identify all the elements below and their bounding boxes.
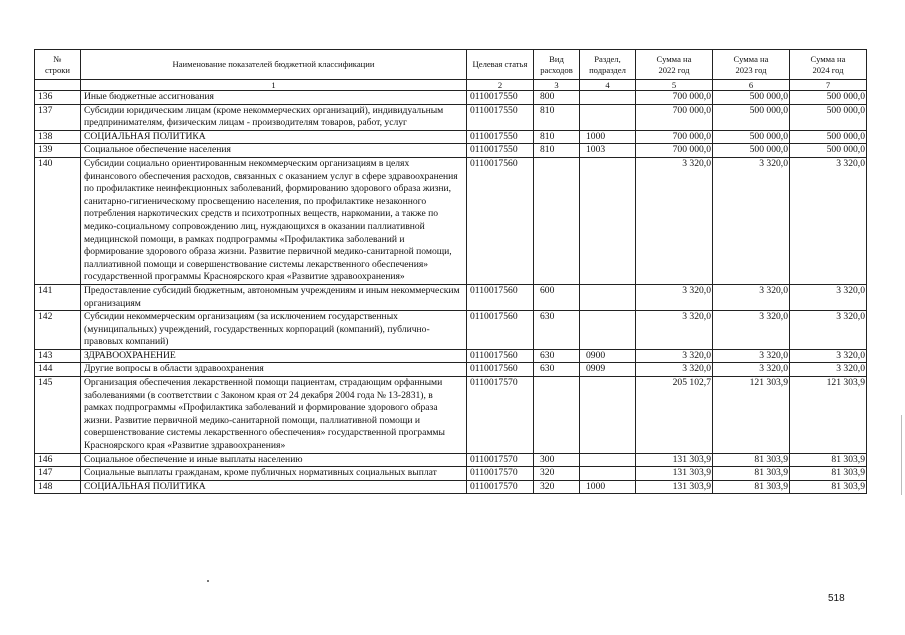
- row-sum-2022: 3 320,0: [636, 157, 713, 284]
- row-sum-2023: 500 000,0: [713, 130, 790, 144]
- row-sum-2023: 3 320,0: [713, 157, 790, 284]
- row-section: [580, 91, 636, 105]
- header-target-article: Целевая статья: [467, 50, 534, 80]
- column-number: 3: [534, 80, 580, 91]
- row-target-article: 0110017560: [467, 363, 534, 377]
- row-section: 0909: [580, 363, 636, 377]
- row-number: 145: [35, 377, 81, 454]
- row-target-article: 0110017570: [467, 377, 534, 454]
- row-sum-2022: 131 303,9: [636, 453, 713, 467]
- row-target-article: 0110017560: [467, 157, 534, 284]
- row-sum-2022: 131 303,9: [636, 467, 713, 481]
- row-sum-2024: 3 320,0: [790, 284, 867, 310]
- row-section: [580, 104, 636, 130]
- row-sum-2023: 81 303,9: [713, 467, 790, 481]
- row-name: Иные бюджетные ассигнования: [81, 91, 467, 105]
- table-row: [35, 284, 867, 310]
- row-number: 139: [35, 144, 81, 158]
- column-number: 6: [713, 80, 790, 91]
- budget-table: [34, 49, 867, 494]
- column-number: 1: [81, 80, 467, 91]
- row-sum-2024: 81 303,9: [790, 453, 867, 467]
- row-expense-type: 810: [534, 144, 580, 158]
- table-row: [35, 349, 867, 363]
- row-sum-2024: 3 320,0: [790, 349, 867, 363]
- row-number: 147: [35, 467, 81, 481]
- row-sum-2022: 3 320,0: [636, 363, 713, 377]
- row-sum-2022: 205 102,7: [636, 377, 713, 454]
- row-number: 148: [35, 480, 81, 494]
- row-sum-2023: 500 000,0: [713, 144, 790, 158]
- row-section: [580, 377, 636, 454]
- row-expense-type: [534, 157, 580, 284]
- row-name: Другие вопросы в области здравоохранения: [81, 363, 467, 377]
- row-sum-2022: 131 303,9: [636, 480, 713, 494]
- row-sum-2024: 500 000,0: [790, 130, 867, 144]
- row-expense-type: 810: [534, 104, 580, 130]
- row-name: Организация обеспечения лекарственной помощи пациентам, страдающим орфанными заболеваниями (в соответствии с Законом края от 24 декабря 2004 года № 13-2831), в рамках подпрограммы «Профилактика заболеваний и формирование здорового образа жизни. Развитие первичной медико-санитарной помощи, паллиативной помощи и совершенствование системы лекарственного обеспечения» государственной программы Красноярского края «Развитие здравоохранения»: [81, 377, 467, 454]
- row-target-article: 0110017550: [467, 104, 534, 130]
- row-sum-2022: 700 000,0: [636, 104, 713, 130]
- row-target-article: 0110017570: [467, 467, 534, 481]
- row-expense-type: 630: [534, 311, 580, 350]
- row-name: Социальное обеспечение и иные выплаты населению: [81, 453, 467, 467]
- row-section: [580, 467, 636, 481]
- row-target-article: 0110017550: [467, 144, 534, 158]
- table-row: [35, 157, 867, 284]
- table-row: [35, 363, 867, 377]
- row-sum-2024: 81 303,9: [790, 467, 867, 481]
- row-sum-2024: 3 320,0: [790, 363, 867, 377]
- header-name: Наименование показателей бюджетной классификации: [81, 50, 467, 80]
- scan-edge-mark: [901, 415, 902, 495]
- row-expense-type: 320: [534, 480, 580, 494]
- row-sum-2022: 700 000,0: [636, 130, 713, 144]
- row-name: ЗДРАВООХРАНЕНИЕ: [81, 349, 467, 363]
- column-number: 7: [790, 80, 867, 91]
- table-row: [35, 104, 867, 130]
- column-number: 4: [580, 80, 636, 91]
- row-sum-2023: 500 000,0: [713, 91, 790, 105]
- row-name: Субсидии некоммерческим организациям (за исключением государственных (муниципальных) учреждений, государственных корпораций (компаний), публично-правовых компаний): [81, 311, 467, 350]
- row-number: 138: [35, 130, 81, 144]
- header-section: Раздел, подраздел: [580, 50, 636, 80]
- row-sum-2023: 3 320,0: [713, 349, 790, 363]
- row-expense-type: 320: [534, 467, 580, 481]
- row-target-article: 0110017560: [467, 284, 534, 310]
- row-sum-2024: 500 000,0: [790, 144, 867, 158]
- header-row-number: № строки: [35, 50, 81, 80]
- row-sum-2022: 3 320,0: [636, 284, 713, 310]
- row-name: СОЦИАЛЬНАЯ ПОЛИТИКА: [81, 130, 467, 144]
- table-row: [35, 311, 867, 350]
- row-expense-type: 630: [534, 363, 580, 377]
- row-number: 141: [35, 284, 81, 310]
- row-sum-2024: 121 303,9: [790, 377, 867, 454]
- scan-speck: [207, 580, 209, 582]
- row-name: Предоставление субсидий бюджетным, автономным учреждениям и иным некоммерческим организациям: [81, 284, 467, 310]
- row-sum-2022: 700 000,0: [636, 91, 713, 105]
- row-name: СОЦИАЛЬНАЯ ПОЛИТИКА: [81, 480, 467, 494]
- row-name: Субсидии юридическим лицам (кроме некоммерческих организаций), индивидуальным предпринимателям, физическим лицам - производителям товаров, работ, услуг: [81, 104, 467, 130]
- row-section: [580, 311, 636, 350]
- row-sum-2023: 3 320,0: [713, 284, 790, 310]
- row-name: Социальное обеспечение населения: [81, 144, 467, 158]
- row-sum-2023: 121 303,9: [713, 377, 790, 454]
- row-number: 143: [35, 349, 81, 363]
- row-name: Социальные выплаты гражданам, кроме публичных нормативных социальных выплат: [81, 467, 467, 481]
- row-target-article: 0110017560: [467, 311, 534, 350]
- row-sum-2024: 500 000,0: [790, 91, 867, 105]
- row-section: [580, 284, 636, 310]
- row-target-article: 0110017550: [467, 130, 534, 144]
- row-sum-2023: 81 303,9: [713, 480, 790, 494]
- table-row: [35, 144, 867, 158]
- header-sum-2024: Сумма на 2024 год: [790, 50, 867, 80]
- row-sum-2022: 700 000,0: [636, 144, 713, 158]
- row-sum-2023: 3 320,0: [713, 363, 790, 377]
- header-sum-2023: Сумма на 2023 год: [713, 50, 790, 80]
- row-number: 137: [35, 104, 81, 130]
- row-target-article: 0110017560: [467, 349, 534, 363]
- row-number: 136: [35, 91, 81, 105]
- table-row: [35, 453, 867, 467]
- header-expense-type: Вид расходов: [534, 50, 580, 80]
- row-number: 140: [35, 157, 81, 284]
- row-number: 146: [35, 453, 81, 467]
- header-sum-2022: Сумма на 2022 год: [636, 50, 713, 80]
- row-number: 142: [35, 311, 81, 350]
- row-expense-type: 600: [534, 284, 580, 310]
- table-body: [35, 91, 867, 494]
- row-section: [580, 453, 636, 467]
- table-row: [35, 480, 867, 494]
- row-sum-2024: 3 320,0: [790, 157, 867, 284]
- row-section: [580, 157, 636, 284]
- row-sum-2024: 500 000,0: [790, 104, 867, 130]
- row-section: 0900: [580, 349, 636, 363]
- table-header-row: [35, 50, 867, 80]
- row-section: 1000: [580, 480, 636, 494]
- column-number: 5: [636, 80, 713, 91]
- row-section: 1003: [580, 144, 636, 158]
- column-number: 2: [467, 80, 534, 91]
- table-row: [35, 130, 867, 144]
- column-number-blank: [35, 80, 81, 91]
- row-target-article: 0110017570: [467, 453, 534, 467]
- table-row: [35, 91, 867, 105]
- row-sum-2023: 3 320,0: [713, 311, 790, 350]
- row-expense-type: 300: [534, 453, 580, 467]
- row-expense-type: [534, 377, 580, 454]
- row-expense-type: 810: [534, 130, 580, 144]
- row-sum-2022: 3 320,0: [636, 349, 713, 363]
- row-sum-2022: 3 320,0: [636, 311, 713, 350]
- row-expense-type: 800: [534, 91, 580, 105]
- table-row: [35, 467, 867, 481]
- row-sum-2024: 3 320,0: [790, 311, 867, 350]
- row-number: 144: [35, 363, 81, 377]
- row-target-article: 0110017570: [467, 480, 534, 494]
- row-expense-type: 630: [534, 349, 580, 363]
- row-sum-2023: 81 303,9: [713, 453, 790, 467]
- column-number-row: [35, 80, 867, 91]
- row-sum-2024: 81 303,9: [790, 480, 867, 494]
- page-number: 518: [828, 593, 845, 604]
- row-sum-2023: 500 000,0: [713, 104, 790, 130]
- row-section: 1000: [580, 130, 636, 144]
- table-row: [35, 377, 867, 454]
- row-name: Субсидии социально ориентированным некоммерческим организациям в целях финансового обеспечения расходов, связанных с оказанием услуг в сфере здравоохранения по профилактике неинфекционных заболеваний, формированию здорового образа жизни, санитарно-гигиеническому просвещению населения, по профилактике незаконного потребления наркотических средств и психотропных веществ, наркомании, а также по медико-социальному сопровождению лиц, нуждающихся в оказании паллиативной медицинской помощи, в рамках подпрограммы «Профилактика заболеваний и формирование здорового образа жизни. Развитие первичной медико-санитарной помощи, паллиативной помощи и совершенствование системы лекарственного обеспечения» государственной программы Красноярского края «Развитие здравоохранения»: [81, 157, 467, 284]
- row-target-article: 0110017550: [467, 91, 534, 105]
